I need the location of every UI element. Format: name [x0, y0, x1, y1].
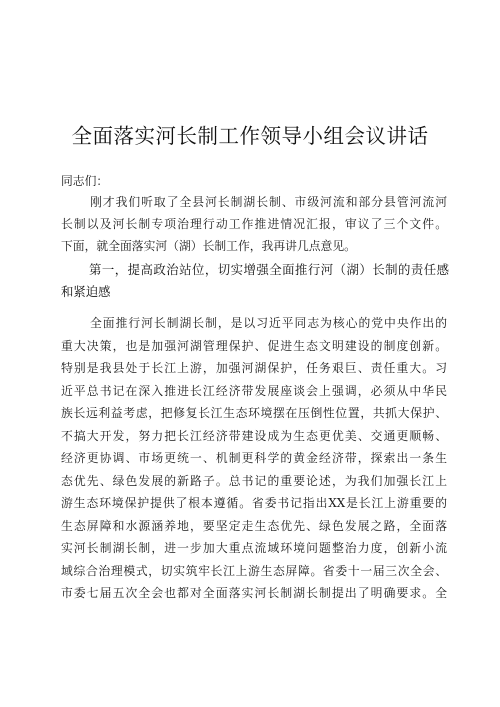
- body-line: 域综合治理模式，切实筑牢长江上游生态屏障。省委十一届三次全会、: [61, 564, 447, 578]
- body-line: 重大决策，也是加强河湖管理保护、促进生态文明建设的制度创新。: [61, 339, 447, 353]
- body-line: 经济更协调、市场更统一、机制更科学的黄金经济带，探索出一条生: [61, 451, 447, 465]
- section-heading: 第一，提高政治站位，切实增强全面推行河（湖）长制的责任感: [89, 262, 449, 277]
- intro-line: 刚才我们听取了全县河长制湖长制、市级河流和部分县管河流河: [90, 195, 447, 209]
- body-line: 全面推行河长制湖长制，是以习近平同志为核心的党中央作出的: [90, 316, 447, 330]
- body-line: 市委七届五次全会也都对全面落实河长制湖长制提出了明确要求。全: [61, 586, 447, 600]
- intro-line: 下面，就全面落实河（湖）长制工作，我再讲几点意见。: [61, 239, 356, 253]
- body-line: 游生态环境保护提供了根本遵循。省委书记指出XX是长江上游重要的: [61, 496, 447, 510]
- section-heading: 和紧迫感: [61, 284, 111, 299]
- body-line: 特别是我县处于长江上游，加强河湖保护，任务艰巨、责任重大。习: [61, 361, 447, 375]
- document-title: 全面落实河长制工作领导小组会议讲话: [71, 124, 429, 148]
- body-line: 族长远利益考虑，把修复长江生态环境摆在压倒性位置，共抓大保护、: [61, 406, 447, 420]
- greeting: 同志们：: [61, 174, 109, 188]
- intro-line: 长制以及河长制专项治理行动工作推进情况汇报，审议了三个文件。: [61, 217, 447, 231]
- body-line: 态优先、绿色发展的新路子。总书记的重要论述，为我们加强长江上: [61, 474, 447, 488]
- body-line: 近平总书记在深入推进长江经济带发展座谈会上强调，必须从中华民: [61, 384, 447, 398]
- body-line: 实河长制湖长制，进一步加大重点流域环境问题整治力度，创新小流: [61, 541, 447, 555]
- body-line: 不搞大开发，努力把长江经济带建设成为生态更优美、交通更顺畅、: [61, 429, 447, 443]
- body-line: 生态屏障和水源涵养地，要坚定走生态优先、绿色发展之路，全面落: [61, 519, 447, 533]
